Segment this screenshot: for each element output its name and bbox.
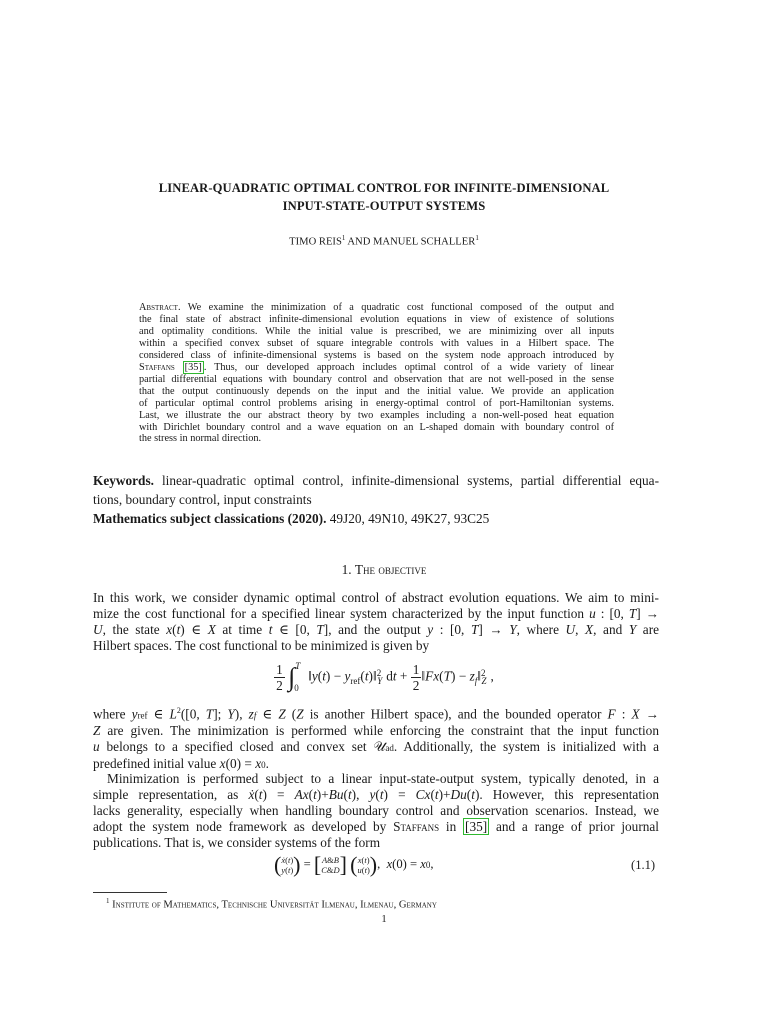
section-title: The objective [354,562,427,577]
equation-number: (1.1) [631,858,656,872]
author-1: TIMO REIS [289,236,342,248]
abstract-text: Thus, our developed approach includes optimal control of a wide variety of linear [214,361,614,373]
keywords-text: tions, boundary control, input constraints [93,492,312,507]
abstract-text: with Dirichlet boundary control and a wave equation on an L-shaped domain with boundary control of [139,421,614,433]
abstract-text: within a specified convex subset of square integrable controls with values in a Hilbert space. The [139,337,614,349]
title-line-1: LINEAR-QUADRATIC OPTIMAL CONTROL FOR INFINITE-DIMENSIONAL [158,181,610,195]
page-number: 1 [381,914,387,925]
abstract-text: that the output continuously depends on the input and the initial value. We provide an application [139,385,614,397]
abstract-text: the final state of abstract infinite-dimensional evolution equations in view of existence of solutions [139,313,614,325]
text-line: In this work, we consider dynamic optimal control of abstract evolution equations. We aim to mini- [93,590,659,605]
abstract-text: We examine the minimization of a quadratic cost functional composed of the output and [187,302,615,313]
abstract: Abstract. We examine the minimization of a quadratic cost functional composed of the output and the final state of abstract infinite-dimensional evolution equations in view of existence of solutions and optimality conditions. While the initial value is prescribed, we are minimizing over all inputs within a specified convex subset of square integrable controls with values in a Hilbert space. The considered class of infinite-dimensional systems is based on the system node approach introduced by Staffans [35] . Thus, our developed approach includes optimal control of a wide variety of linear partial differential equations with boundary control and observation that are not well-posed in the sense that the output continuously depends on the input and the initial value. We provide an application of particular optimal control problems arising in energy-optimal control of port-Hamiltonian systems. Last, we illustrate the our abstract theory by two examples including a non-well-posed heat equation with Dirichlet boundary control and a wave equation on an L-shaped domain with boundary control of the stress in normal direction. [139,302,615,445]
abstract-text: the stress in normal direction. [139,433,262,445]
section-number: 1. [341,562,352,577]
paragraph-1: In this work, we consider dynamic optimal control of abstract evolution equations. We aim to mini- mize the cost functional for a specified linear system characterized by the input function u : [0, T] → U, the state x(t) ∈ X at time t ∈ [0, T], and the output y : [0, T] → Y, where U, X, and Y are Hilbert spaces. The cost functional to be minimized is given by [93,590,660,653]
citation-link[interactable]: [35] [184,361,202,373]
paragraph-2: where yref ∈ $L^2([0$, T]; Y), zf ∈ Z (Z is another Hilbert space), and the bounded operator F : X → Z are given. The minimization is performed while enforcing the constraint that the input function u belongs to a specified closed and convex set 𝒰ad. Additionally, the system is initialized with a predefined initial value x(0) = x0. [93,706,660,772]
author-2: AND MANUEL SCHALLER [345,236,476,248]
section-heading [0,562,768,578]
msc-codes: 49J20, 49N10, 49K27, 93C25 [329,511,490,526]
authors [0,234,768,248]
text-line: lacks generality, especially when handling boundary control and observation scenarios. Instead, we [93,803,659,818]
cost-functional-equation: $\frac{1}{2}$ ∫$^T_0$ ‖y(t) − $y_{ref}(t)‖^2_Y$ dt + $\frac{1}{2}$ ‖Fx(T) − $z_f‖^2_Z$ , [276,660,494,693]
footnote-rule [93,892,167,893]
keywords-label: Keywords. [93,473,154,488]
affiliation-text: Institute of Mathematics, Technische Universität Ilmenau, Ilmenau, Germany [112,899,437,911]
affiliation-mark: 1 [341,234,346,242]
abstract-text: and optimality conditions. While the initial value is prescribed, we are minimizing over all inputs [139,325,614,337]
abstract-text: of particular optimal control problems arising in energy-optimal control of port-Hamiltonian systems. [139,397,614,409]
title-line-2: INPUT-STATE-OUTPUT SYSTEMS [282,199,486,213]
paragraph-3: Minimization is performed subject to a linear input-state-output system, typically denoted, in a simple representation, as ẋ(t) = Ax(t)+Bu(t), y(t) = Cx(t)+Du(t). However, this representation lacks generality, especially when handling boundary control and observation scenarios. Instead, we adopt the system node framework as developed by Staffans in [35] and a range of prior journal publications. That is, we consider systems of the form [93,771,660,850]
citation-link[interactable]: [35] [465,819,488,834]
affiliation-mark: 1 [475,234,479,242]
abstract-text: considered class of infinite-dimensional systems is based on the system node approach introduced by [139,349,614,361]
msc-classification [93,511,489,527]
author-ref: Staffans [139,361,175,373]
text-line: Minimization is performed subject to a linear input-state-output system, typically denoted, in a [107,771,659,786]
text-line: Hilbert spaces. The cost functional to be minimized is given by [93,638,430,653]
abstract-label: Abstract. [139,302,181,313]
text-line: publications. That is, we consider systems of the form [93,835,381,850]
abstract-text: partial differential equations with boundary control and observation that are not well-posed in the sense [139,373,614,385]
keywords [93,471,659,509]
paper-title [0,179,768,215]
keywords-text: linear-quadratic optimal control, infinite-dimensional systems, partial differential equa- [161,473,660,488]
abstract-text: Last, we illustrate the our abstract theory by two examples including a non-well-posed heat equation [139,409,614,421]
msc-label: Mathematics subject classications (2020). [93,511,327,526]
footnote: $^1$ Institute of Mathematics, Technische Universität Ilmenau, Ilmenau, Germany [106,897,437,911]
